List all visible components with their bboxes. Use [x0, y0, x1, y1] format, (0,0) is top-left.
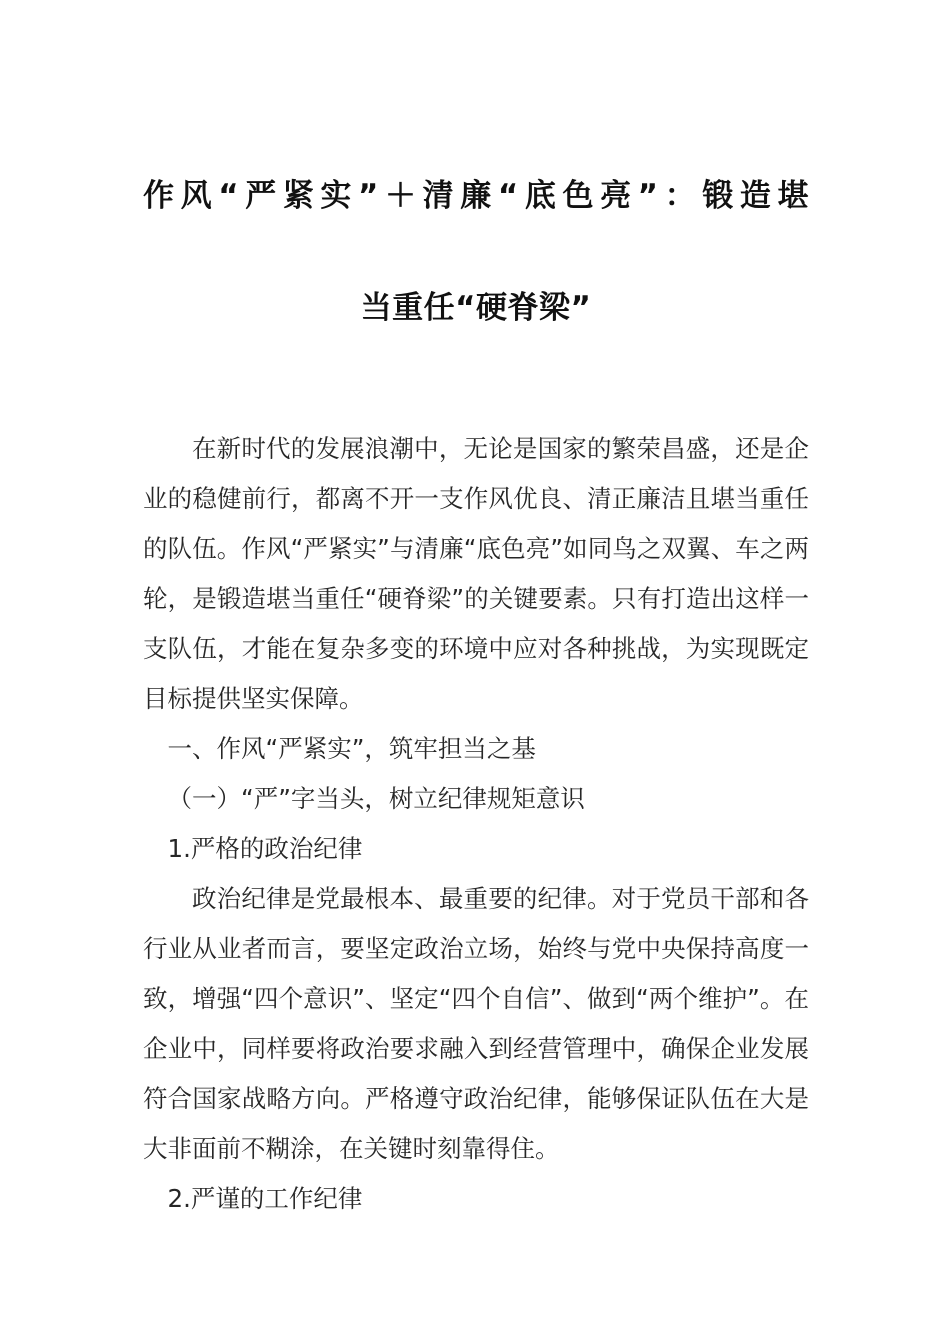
section-heading-level-2: （一）“严”字当头，树立纪律规矩意识	[167, 784, 585, 813]
page-title-line-1: 作风“严紧实”＋清廉“底色亮”：锻造堪	[143, 178, 809, 214]
document-body	[143, 424, 809, 1344]
page-title	[143, 0, 809, 364]
section-heading-level-3: 1.严格的政治纪律	[167, 834, 363, 863]
page-content	[143, 0, 809, 1344]
body-paragraph: 在新时代的发展浪潮中，无论是国家的繁荣昌盛，还是企业的稳健前行，都离不开一支作风优良、清正廉洁且堪当重任的队伍。作风“严紧实”与清廉“底色亮”如同鸟之双翼、车之两轮，是锻造堪当重任“硬脊梁”的关键要素。只有打造出这样一支队伍，才能在复杂多变的环境中应对各种挑战，为实现既定目标提供坚实保障。	[143, 434, 809, 713]
body-paragraph: 政治纪律是党最根本、最重要的纪律。对于党员干部和各行业从业者而言，要坚定政治立场，始终与党中央保持高度一致，增强“四个意识”、坚定“四个自信”、做到“两个维护”。在企业中，同样要将政治要求融入到经营管理中，确保企业发展符合国家战略方向。严格遵守政治纪律，能够保证队伍在大是大非面前不糊涂，在关键时刻靠得住。	[143, 884, 809, 1163]
page-title-line-2: 当重任“硬脊梁”	[360, 290, 592, 326]
page-bottom-spacer	[143, 1224, 809, 1344]
section-heading-level-1: 一、作风“严紧实”，筑牢担当之基	[167, 734, 536, 763]
section-heading-level-3: 2.严谨的工作纪律	[167, 1184, 363, 1213]
